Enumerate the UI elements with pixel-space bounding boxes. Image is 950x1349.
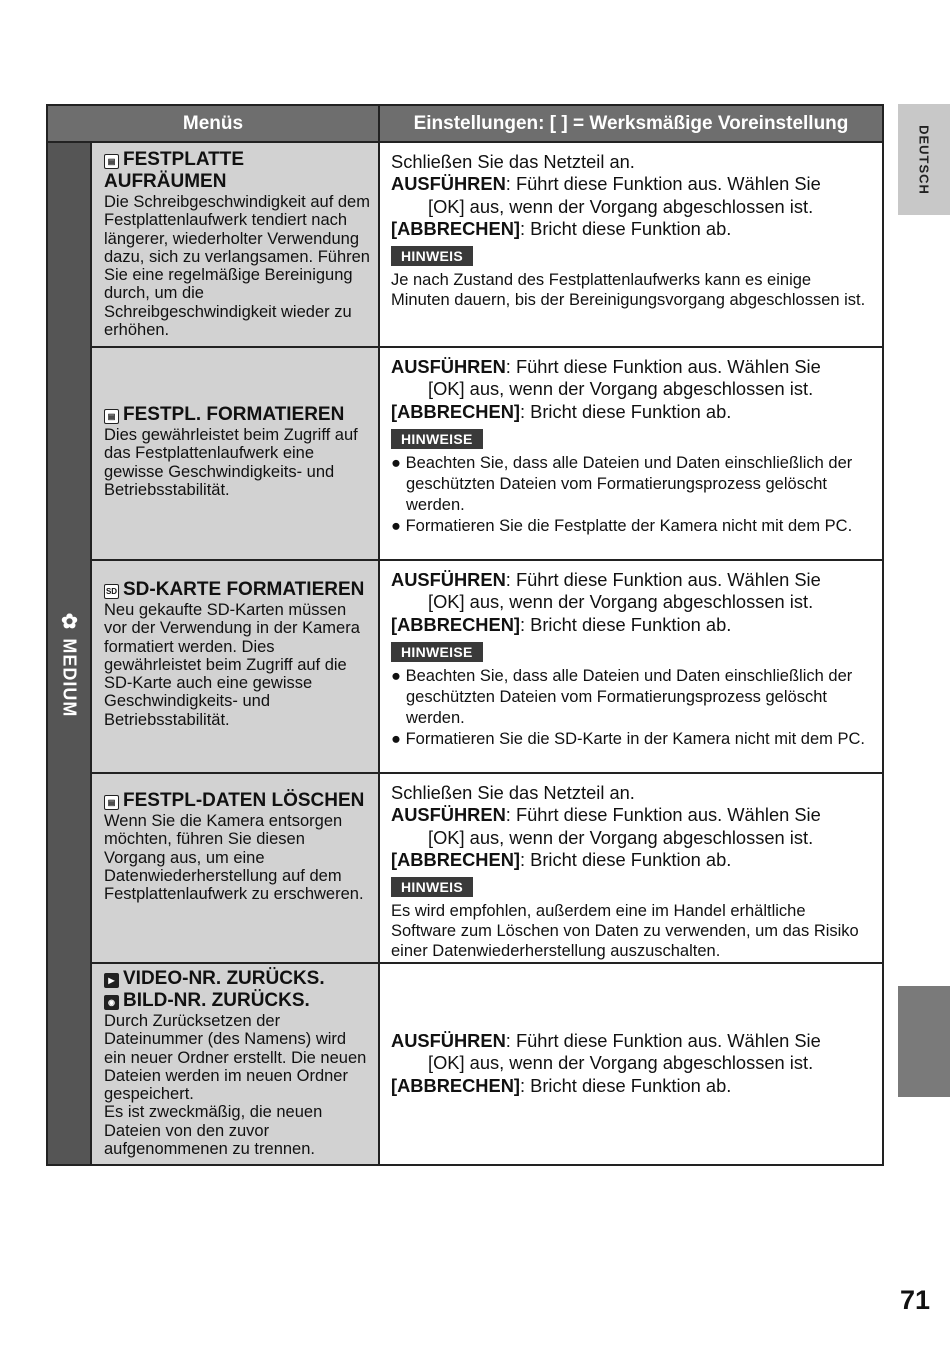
page-number: 71 [899, 1285, 930, 1315]
menu-description: Dies gewährleistet beim Zugriff auf das Festplattenlaufwerk eine gewisse Geschwindigkeits- und Betriebsstabilität. [104, 426, 358, 499]
menu-cell [92, 348, 380, 559]
execute-option: AUSFÜHREN: Führt diese Funktion aus. Wählen Sie [391, 804, 821, 826]
note-badge: HINWEISE [391, 429, 483, 449]
menu-cell [92, 774, 380, 962]
table-header [48, 106, 882, 143]
menu-title-secondary: ◉ BILD-NR. ZURÜCKS. [104, 990, 370, 1012]
note-badge: HINWEIS [391, 877, 473, 897]
settings-cell [380, 774, 882, 962]
menu-title: ▤ FESTPL. FORMATIEREN [104, 404, 370, 426]
execute-continuation: [OK] aus, wenn der Vorgang abgeschlossen ist. [428, 195, 814, 217]
note-bullet: ● Formatieren Sie die SD-Karte in der Kamera nicht mit dem PC. [391, 729, 865, 748]
menu-cell [92, 561, 380, 772]
menu-title: ▤ FESTPLATTE AUFRÄUMEN [104, 149, 245, 192]
table-row [92, 143, 882, 348]
menu-title: SD SD-KARTE FORMATIEREN [105, 579, 365, 600]
settings-cell [380, 143, 882, 346]
note-badge: HINWEISE [391, 642, 483, 662]
hdd-icon: ▤ [104, 409, 119, 424]
menu-title: ▤ FESTPL-DATEN LÖSCHEN [104, 790, 370, 812]
intro-text: Schließen Sie das Netzteil an. [391, 782, 635, 803]
cancel-option: [ABBRECHEN]: Bricht diese Funktion ab. [391, 400, 732, 422]
language-tab-label: DEUTSCH [916, 125, 932, 195]
table-row [92, 964, 882, 1164]
cancel-option: [ABBRECHEN]: Bricht diese Funktion ab. [391, 1074, 732, 1096]
photo-icon: ◉ [104, 995, 119, 1010]
note-bullet: ● Beachten Sie, dass alle Dateien und Daten einschließlich der geschützten Dateien vom Formatierungsprozess gelöscht werden. [391, 453, 853, 514]
flower-icon: ✿ [61, 611, 79, 633]
menu-description: Durch Zurücksetzen der Dateinummer (des Namens) wird ein neuer Ordner erstellt. Die neuen Dateien werden im neuen Ordner gespeichert. [104, 1012, 367, 1104]
execute-option: AUSFÜHREN: Führt diese Funktion aus. Wählen Sie [391, 569, 821, 590]
execute-option: AUSFÜHREN: Führt diese Funktion aus. Wählen Sie [391, 1030, 821, 1051]
menu-cell [92, 143, 380, 346]
note-bullet: ● Formatieren Sie die Festplatte der Kamera nicht mit dem PC. [391, 516, 853, 535]
execute-option: AUSFÜHREN: Führt diese Funktion aus. Wählen Sie [391, 356, 821, 377]
menu-cell [92, 964, 380, 1164]
section-tab [898, 986, 950, 1097]
table-row [92, 348, 882, 561]
language-tab [898, 104, 950, 215]
settings-table [46, 104, 884, 1166]
settings-cell [380, 561, 882, 772]
execute-option: AUSFÜHREN: Führt diese Funktion aus. Wählen Sie [391, 173, 821, 195]
settings-cell [380, 348, 882, 559]
menu-description: Neu gekaufte SD-Karten müssen vor der Verwendung in der Kamera formatiert werden. Dies gewährleistet beim Zugriff auf die SD-Karte auch eine gewisse Geschwindigkeits- und Betriebsstabilität. [104, 601, 360, 729]
hdd-icon: ▤ [104, 154, 119, 169]
execute-continuation: [OK] aus, wenn der Vorgang abgeschlossen ist. [428, 826, 814, 848]
hdd-icon: ▤ [104, 795, 119, 810]
note-bullet: ● Beachten Sie, dass alle Dateien und Daten einschließlich der geschützten Dateien vom Formatierungsprozess gelöscht werden. [391, 666, 853, 727]
section-label-text: MEDIUM [59, 638, 80, 718]
note-text: Je nach Zustand des Festplattenlaufwerks kann es einige Minuten dauern, bis der Bereinigungsvorgang abgeschlossen ist. [391, 271, 866, 310]
menu-description: Die Schreibgeschwindigkeit auf dem Festplattenlaufwerk tendiert nach längerer, wiederholter Verwendung dazu, sich zu verlangsamen. Führen Sie eine regelmäßige Bereinigung durch, um die Schreibgeschwindigkeit wieder zu erhöhen. [104, 193, 370, 340]
intro-text: Schließen Sie das Netzteil an. [391, 151, 635, 172]
table-row [92, 774, 882, 964]
sd-icon: SD [104, 584, 119, 599]
note-badge: HINWEIS [391, 246, 473, 266]
cancel-option: [ABBRECHEN]: Bricht diese Funktion ab. [391, 217, 732, 239]
menu-description: Wenn Sie die Kamera entsorgen möchten, führen Sie diesen Vorgang aus, um eine Datenwiederherstellung auf dem Festplattenlaufwerk zu erschweren. [104, 812, 364, 904]
execute-continuation: [OK] aus, wenn der Vorgang abgeschlossen ist. [428, 378, 814, 400]
cancel-option: [ABBRECHEN]: Bricht diese Funktion ab. [391, 613, 732, 635]
header-settings: Einstellungen: [ ] = Werksmäßige Voreinstellung [413, 113, 849, 134]
execute-continuation: [OK] aus, wenn der Vorgang abgeschlossen ist. [428, 591, 814, 613]
section-sidebar [48, 143, 92, 1164]
header-menus: Menüs [48, 106, 380, 141]
menu-description-secondary: Es ist zweckmäßig, die neuen Dateien von den zuvor aufgenommenen zu trennen. [104, 1103, 323, 1159]
video-icon: ▶ [104, 973, 119, 988]
section-label [58, 613, 83, 718]
cancel-option: [ABBRECHEN]: Bricht diese Funktion ab. [391, 848, 732, 870]
execute-continuation: [OK] aus, wenn der Vorgang abgeschlossen ist. [428, 1052, 814, 1074]
note-text: Es wird empfohlen, außerdem eine im Handel erhältliche Software zum Löschen von Daten zu verwenden, um das Risiko einer Datenwiederherstellung auszuschalten. [391, 902, 859, 961]
settings-cell [380, 964, 882, 1164]
table-row [92, 561, 882, 774]
menu-title: ▶ VIDEO-NR. ZURÜCKS. [104, 968, 370, 990]
